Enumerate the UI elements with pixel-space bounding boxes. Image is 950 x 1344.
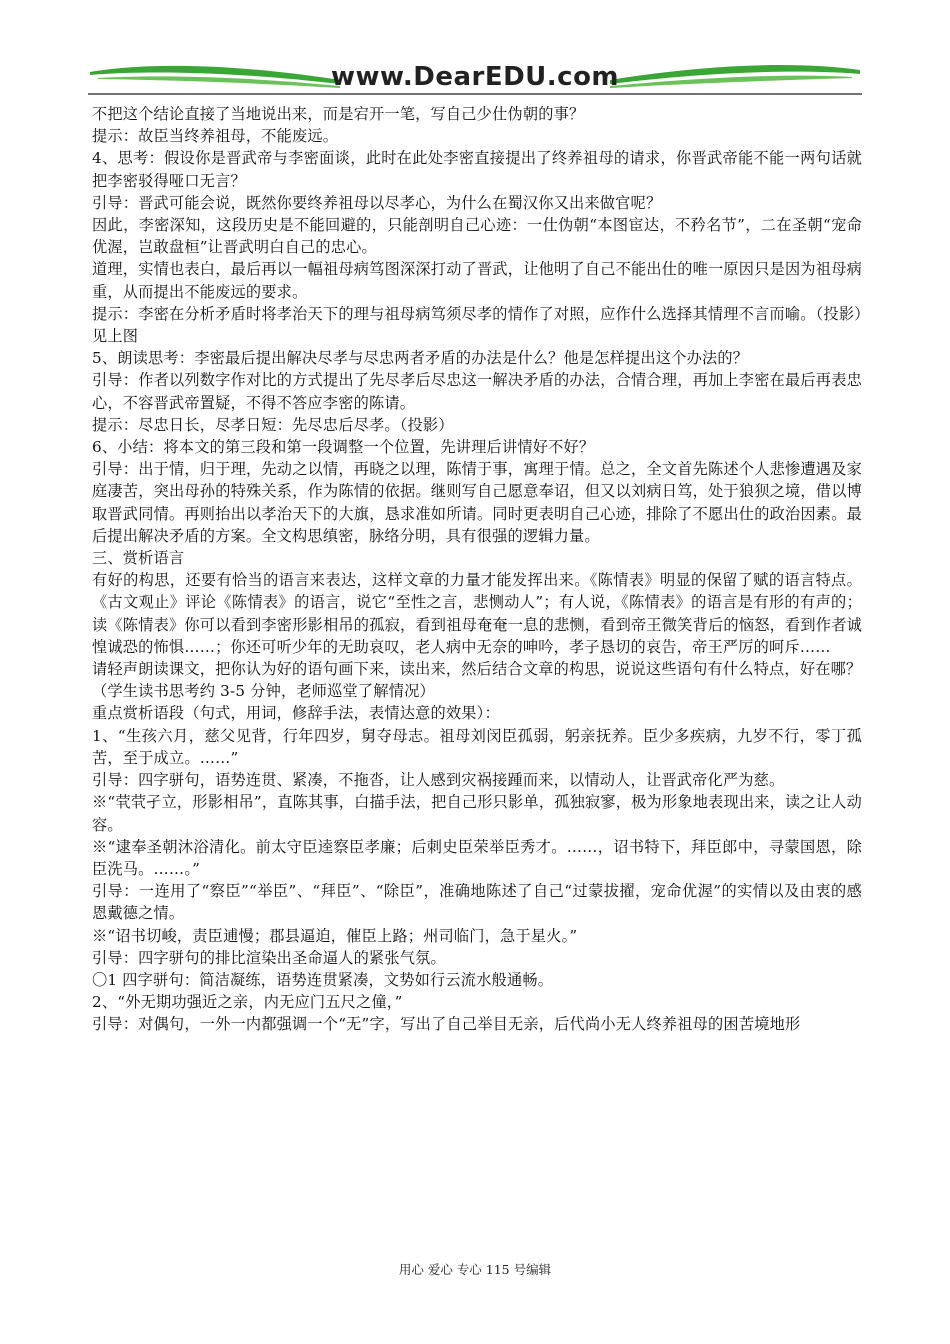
- paragraph: 因此，李密深知，这段历史是不能回避的，只能剖明自己心迹：一仕伪朝“本图宦达，不矜名节”，二在圣朝“宠命优渥，岂敢盘桓”让晋武明白自己的忠心。: [92, 216, 862, 257]
- document-body: [92, 103, 862, 1036]
- paragraph: 引导：四字骈句，语势连贯、紧凑，不拖沓，让人感到灾祸接踵而来，以情动人，让晋武帝化严为慈。: [92, 771, 785, 790]
- paragraph: 2、“外无期功强近之亲，内无应门五尺之僮，”: [92, 993, 403, 1012]
- paragraph: 提示：尽忠日长，尽孝日短：先尽忠后尽孝。（投影）: [92, 415, 454, 434]
- paragraph: 提示：故臣当终养祖母，不能废远。: [92, 127, 339, 146]
- paragraph: 重点赏析语段（句式，用词，修辞手法，表情达意的效果）：: [92, 704, 500, 723]
- paragraph: 引导：一连用了“察臣”“举臣”、“拜臣”、“除臣”，准确地陈述了自己“过蒙拔擢，宠命优渥”的实情以及由衷的感恩戴德之情。: [92, 882, 862, 923]
- paragraph: 〇1 四字骈句：简洁凝练，语势连贯紧凑，文势如行云流水般通畅。: [92, 970, 554, 989]
- paragraph: 有好的构思，还要有恰当的语言来表达，这样文章的力量才能发挥出来。《陈情表》明显的保留了赋的语言特点。《古文观止》评论《陈情表》的语言，说它“至性之言，悲恻动人”；有人说，《陈情表》的语言是有形的有声的；读《陈情表》你可以看到李密形影相吊的孤寂，看到祖母奄奄一息的悲恻，看到帝王微笑背后的恼怒，看到作者诚惶诚恐的怖惧……；你还可听少年的无助哀叹，老人病中无奈的呻吟，孝子恳切的哀告，帝王严厉的呵斥……: [92, 571, 862, 656]
- paragraph: ※“诏书切峻，责臣逋慢；郡县逼迫，催臣上路；州司临门，急于星火。”: [92, 926, 578, 945]
- site-header: [88, 58, 862, 96]
- paragraph: （学生读书思考约 3-5 分钟，老师巡堂了解情况）: [92, 682, 435, 701]
- paragraph: 引导：作者以列数字作对比的方式提出了先尽孝后尽忠这一解决矛盾的办法，合情合理，再加上李密在最后再表忠心，不容晋武帝置疑，不得不答应李密的陈请。: [92, 371, 862, 412]
- paragraph: 不把这个结论直接了当地说出来，而是宕开一笔，写自己少仕伪朝的事？: [92, 105, 585, 123]
- paragraph: 6、小结：将本文的第三段和第一段调整一个位置，先讲理后讲情好不好？: [92, 438, 595, 457]
- paragraph: 4、思考：假设你是晋武帝与李密面谈，此时在此处李密直接提出了终养祖母的请求，你晋武帝能不能一两句话就把李密驳得哑口无言？: [92, 149, 862, 190]
- paragraph: 5、朗读思考：李密最后提出解决尽孝与尽忠两者矛盾的办法是什么？他是怎样提出这个办法的？: [92, 349, 749, 368]
- paragraph: 引导：晋武可能会说，既然你要终养祖母以尽孝心，为什么在蜀汉你又出来做官呢？: [92, 193, 662, 212]
- paragraph: 引导：对偶句，一外一内都强调一个“无”字，写出了自己举目无亲，后代尚小无人终养祖母的困苦境地形: [92, 1015, 801, 1034]
- paragraph: 请轻声朗读课文，把你认为好的语句画下来，读出来，然后结合文章的构思，说说这些语句有什么特点，好在哪？: [92, 660, 862, 679]
- paragraph: ※“茕茕孑立，形影相吊”，直陈其事，白描手法，把自己形只影单，孤独寂寥，极为形象地表现出来，读之让人动容。: [92, 793, 862, 834]
- paragraph: 引导：出于情，归于理，先动之以情，再晓之以理，陈情于事，寓理于情。总之，全文首先陈述个人悲惨遭遇及家庭凄苦，突出母孙的特殊关系，作为陈情的依据。继则写自己愿意奉诏，但又以刘病日笃，处于狼狈之境，借以博取晋武同情。再则抬出以孝治天下的大旗，恳求准如所请。同时更表明自己心迹，排除了不愿出仕的政治因素。最后提出解决矛盾的方案。全文构思缜密，脉络分明，具有很强的逻辑力量。: [92, 460, 862, 545]
- paragraph: 道理，实情也表白，最后再以一幅祖母病笃图深深打动了晋武，让他明了自己不能出仕的唯一原因只是因为祖母病重，从而提出不能废远的要求。: [92, 260, 862, 301]
- site-logo-text[interactable]: www.DearEDU.com: [330, 62, 620, 92]
- paragraph: 提示：李密在分析矛盾时将孝治天下的理与祖母病笃须尽孝的情作了对照，应作什么选择其情理不言而喻。（投影）见上图: [92, 304, 862, 346]
- page-footer: 用心 爱心 专心 115 号编辑: [398, 1262, 552, 1277]
- paragraph: ※“逮奉圣朝沐浴清化。前太守臣逵察臣孝廉；后刺史臣荣举臣秀才。……，诏书特下，拜臣郎中，寻蒙国恩，除臣洗马。……。”: [92, 837, 862, 878]
- paragraph: 1、“生孩六月，慈父见背，行年四岁，舅夺母志。祖母刘闵臣孤弱，躬亲抚养。臣少多疾病，九岁不行，零丁孤苦，至于成立。……”: [92, 726, 862, 767]
- section-heading: 三、赏析语言: [92, 549, 185, 568]
- paragraph: 引导：四字骈句的排比渲染出圣命逼人的紧张气氛。: [92, 948, 446, 967]
